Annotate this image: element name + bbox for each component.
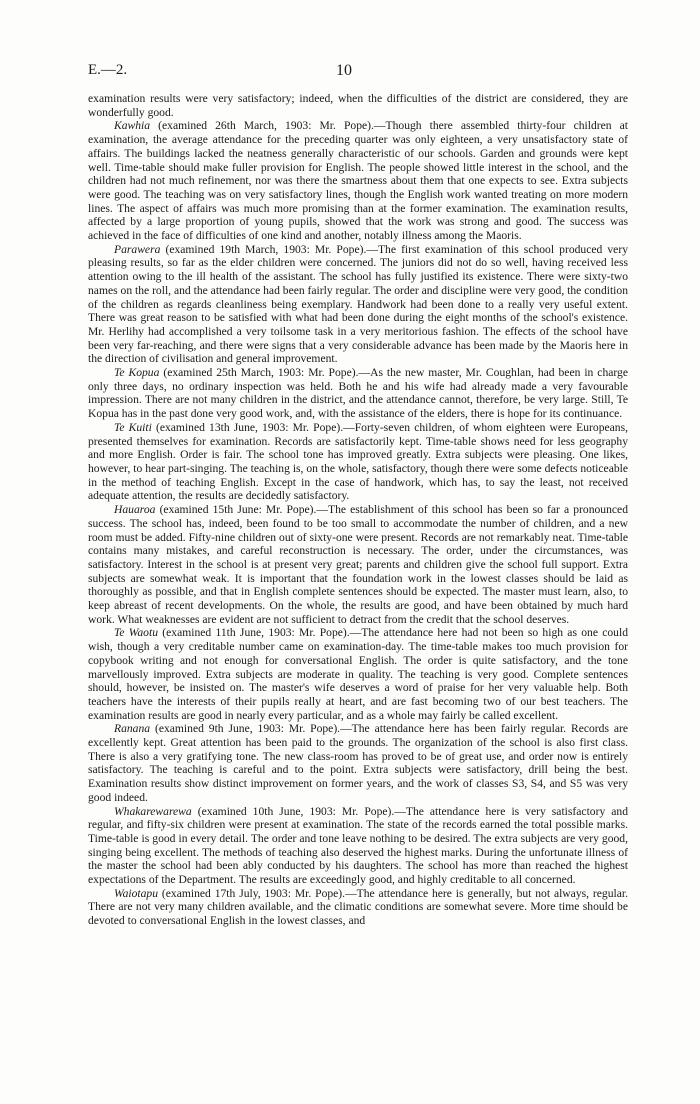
school-report-te-kuiti xyxy=(88,421,628,503)
report-text: (examined 17th July, 1903: Mr. Pope).—The attendance here is generally, but not always, regular. There are not very many children available, and the climatic conditions are somewhat severe. More time should be devoted to conversational English in the lowest classes, and xyxy=(88,886,628,928)
report-text: (examined 25th March, 1903: Mr. Pope).—As the new master, Mr. Coughlan, had been in charge only three days, no ordinary inspection was held. Both he and his wife had already made a very favourable impression. There are not many children in the district, and the attendance cannot, therefore, be very large. Still, Te Kopua has in the past done very good work, and, with the assistance of the elders, there is hope for its continuance. xyxy=(88,366,628,421)
continued-paragraph: examination results were very satisfactory; indeed, when the difficulties of the district are considered, they are wonderfully good. xyxy=(88,92,628,119)
school-name: Te Waotu xyxy=(114,626,159,640)
report-text: (examined 13th June, 1903: Mr. Pope).—Forty-seven children, of whom eighteen were Europeans, presented themselves for examination. Records are satisfactorily kept. Time-table shows need for less geography and more English. Order is fair. The school tone has improved greatly. Extra subjects were pleasing. One likes, however, to hear part-singing. The teaching is, on the whole, satisfactory, though there were some defects noticeable in the method of teaching English. Except in the case of handwork, which has, to say the least, not received adequate attention, the results are decidedly satisfactory. xyxy=(88,420,628,503)
school-name: Hauaroa xyxy=(114,503,156,517)
school-report-ranana xyxy=(88,722,628,804)
report-text: (examined 15th June: Mr. Pope).—The establishment of this school has been so far a pronounced success. The school has, indeed, been found to be too small to accommodate the number of children, and a new room must be added. Fifty-nine children out of sixty-one were present. Records are not remarkably neat. Time-table contains many mistakes, and careful reconstruction is necessary. The order, under the circumstances, was satisfactory. Interest in the school is at present very great; parents and children give the school full support. Extra subjects are somewhat weak. It is important that the foundation work in the lowest classes should be laid as thoroughly as possible, and that in English complete sentences should be expected. The master must learn, also, to keep abreast of recent developments. On the whole, the results are good, and have been obtained by much hard work. What weaknesses are evident are not sufficient to detract from the credit that the school deserves. xyxy=(88,503,628,626)
school-name: Te Kopua xyxy=(114,366,160,380)
school-report-te-waotu xyxy=(88,626,628,722)
school-report-whakarewarewa xyxy=(88,805,628,887)
parliamentary-paper-reference: E.—2. xyxy=(88,62,128,78)
report-text: (examined 19th March, 1903: Mr. Pope).—The first examination of this school produced very pleasing results, so far as the elder children were concerned. The juniors did not do so well, having received less attention owing to the ill health of the assistant. The school has fully justified its existence. There were sixty-two names on the roll, and the attendance had been fairly regular. The order and discipline were very good, the condition of the children as regards cleanliness being exemplary. Handwork had been done to a really very useful extent. There was great reason to be satisfied with what had been done during the eight months of the school's existence. Mr. Herlihy had accomplished a very toilsome task in a very meritorious fashion. The effects of the school have been very far-reaching, and there were signs that a very considerable advance has been made by the Maoris here in the direction of civilisation and general improvement. xyxy=(88,242,628,366)
report-text: (examined 26th March, 1903: Mr. Pope).—Though there assembled thirty-four children at examination, the average attendance for the preceding quarter was only eighteen, a very unsatisfactory state of affairs. The buildings lacked the neatness generally characteristic of our schools. Garden and grounds were kept well. Time-table should make fuller provision for English. The people showed little interest in the school, and the children had not much refinement, nor was there the smartness about them that one expects to see. Extra subjects were good. The teaching was on very satisfactory lines, though the English work wanted treating on more modern lines. The aspect of affairs was much more promising than at the former examination. The examination results, affected by a large proportion of young pupils, showed that the work was strong and good. The success was achieved in the face of difficulties of one kind and another, notably illness among the Maoris. xyxy=(88,119,628,243)
report-text: (examined 9th June, 1903: Mr. Pope).—The attendance here has been fairly regular. Records are excellently kept. Great attention has been paid to the grounds. The organization of the school is also first class. There is also a very gratifying tone. The new class-room has proved to be of great use, and order now is entirely satisfactory. The teaching is careful and to the point. Extra subjects were satisfactory, drill being the best. Examination results show distinct improvement on former years, and the work of classes S3, S4, and S5 was very good indeed. xyxy=(88,722,628,804)
school-name: Whakarewarewa xyxy=(114,804,192,818)
school-report-waiotapu xyxy=(88,887,628,928)
page-header xyxy=(88,62,628,84)
report-text: (examined 10th June, 1903: Mr. Pope).—The attendance here is very satisfactory and regular, and fifty-six children were present at examination. The state of the records earned the total possible marks. Time-table is good in every detail. The order and tone leave nothing to be desired. The extra subjects are very good, singing being excellent. The methods of teaching also deserved the highest marks. During the unfortunate illness of the master the school had been ably conducted by his daughters. The school has more than reached the highest expectations of the Department. The results are exceedingly good, and highly creditable to all concerned. xyxy=(88,804,628,887)
school-name: Ranana xyxy=(114,722,151,736)
school-report-kawhia xyxy=(88,119,628,242)
school-report-te-kopua xyxy=(88,366,628,421)
page-number: 10 xyxy=(336,62,352,79)
report-body xyxy=(88,92,628,928)
school-name: Kawhia xyxy=(114,119,151,133)
school-name: Parawera xyxy=(114,242,161,256)
report-text: (examined 11th June, 1903: Mr. Pope).—The attendance here had not been so high as one could wish, though a very creditable number came on examination-day. The time-table makes too much provision for copybook writing and not enough for conversational English. The order is quite satisfactory, and the tone marvellously improved. Extra subjects are moderate in quality. The teaching is very good. Complete sentences should, however, be insisted on. The master's wife deserves a word of praise for her very valuable help. Both teachers have the interests of their pupils really at heart, and are fast becoming two of our best teachers. The examination results are good in nearly every particular, and as a whole may fairly be called excellent. xyxy=(88,626,628,722)
school-name: Waiotapu xyxy=(114,886,159,900)
school-report-hauaroa xyxy=(88,503,628,626)
school-name: Te Kuiti xyxy=(114,420,152,434)
school-report-parawera xyxy=(88,243,628,366)
